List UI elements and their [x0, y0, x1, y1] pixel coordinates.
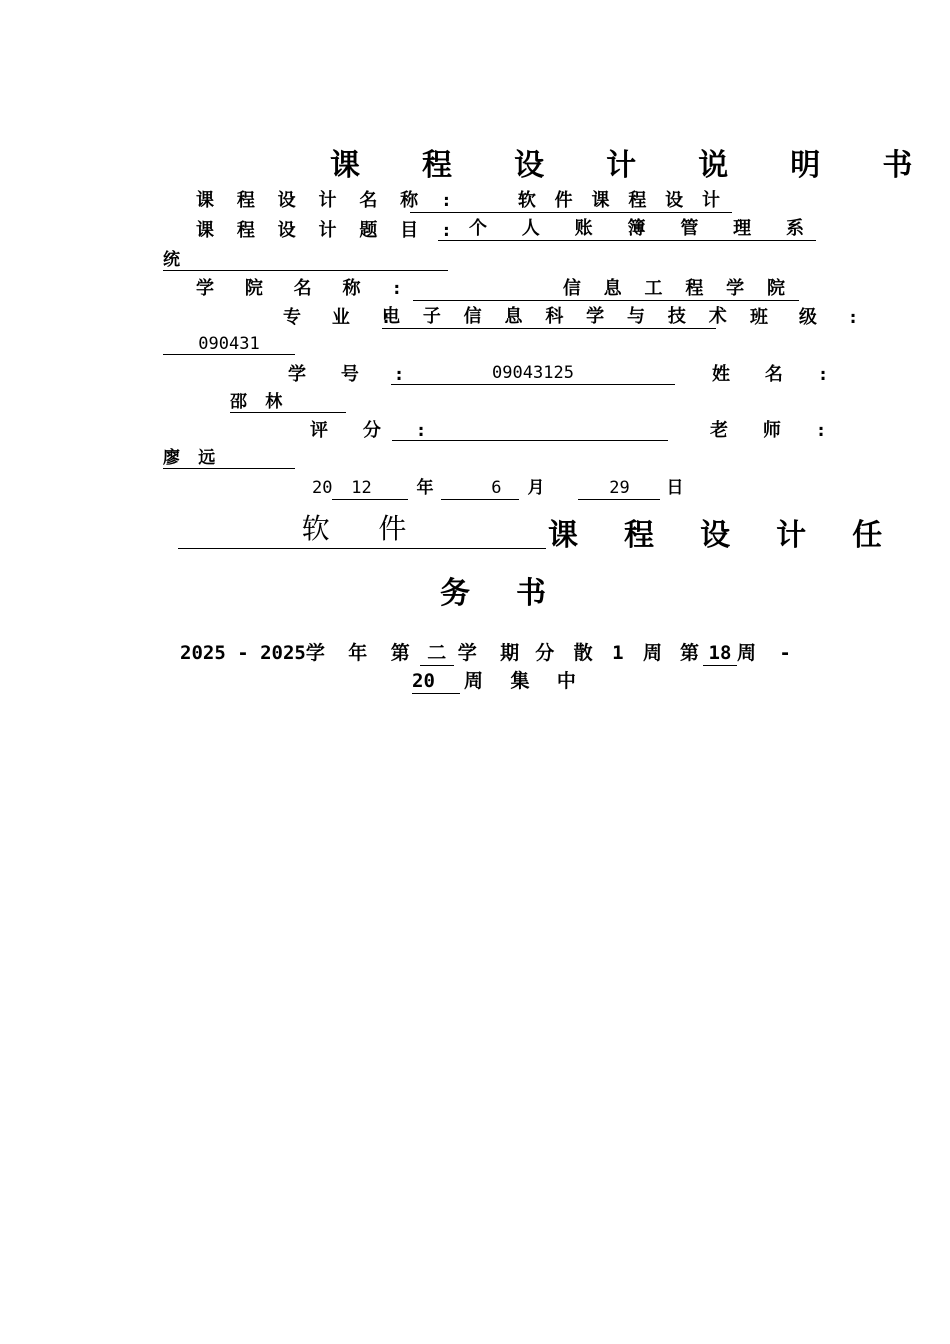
schedule-line2 [412, 669, 584, 694]
schedule-term: 二 [427, 642, 447, 664]
date-day-field [578, 477, 660, 500]
schedule-term-field [420, 641, 454, 666]
major-value: 电 子 信 息 科 学 与 技 术 [382, 306, 733, 327]
date-month: 6 [491, 478, 502, 498]
date-month-field [441, 477, 519, 500]
course-name-value: 软 件 课 程 设 计 [517, 190, 724, 211]
course-name-field [410, 190, 732, 213]
schedule-week-start: 18 [708, 642, 732, 664]
year-char: 年 [416, 478, 434, 498]
day-char: 日 [666, 478, 684, 498]
major-label: 专 业 : [283, 307, 402, 328]
month-char: 月 [527, 478, 545, 498]
topic-value-line2: 统 [163, 250, 184, 270]
major-field [382, 306, 733, 329]
schedule-years: 2025 - 2025 [180, 642, 306, 664]
date-line [312, 477, 683, 500]
teacher-value: 廖 远 [163, 448, 220, 468]
schedule-week-start-field [703, 641, 737, 666]
name-label: 姓 名 : [712, 364, 841, 385]
class-label: 班 级 : [750, 307, 869, 328]
teacher-field [163, 448, 295, 469]
date-day: 29 [609, 478, 630, 498]
schedule-year-term-label: 学 年 第 [305, 642, 416, 664]
schedule-week-label: 第 [679, 642, 699, 664]
name-field [230, 392, 346, 413]
task-title-line1: 课 程 设 计 任 [548, 518, 897, 553]
schedule-week-end: 20 [412, 670, 435, 692]
task-course-field [178, 510, 546, 549]
name-value: 邵 林 [230, 392, 287, 412]
date-year-field [332, 477, 408, 500]
student-id-field [391, 362, 675, 385]
score-label: 评 分 : [310, 420, 439, 441]
schedule-scattered: 分 散 1 周 [535, 642, 666, 664]
schedule-concentrated: 周 集 中 [464, 670, 584, 692]
college-field [413, 278, 799, 301]
score-field[interactable] [392, 420, 668, 441]
class-value: 090431 [198, 334, 260, 354]
date-year-prefix: 20 [312, 478, 333, 498]
college-label: 学 院 名 称 : [196, 278, 413, 299]
task-title-line2: 务 书 [440, 576, 561, 611]
schedule-term-label: 学 期 [457, 642, 526, 664]
schedule-line1 [180, 641, 797, 666]
college-value: 信 息 工 程 学 院 [562, 278, 791, 299]
topic-field [438, 218, 816, 241]
topic-value-line1: 个 人 账 簿 管 理 系 [468, 218, 816, 239]
document-title: 课 程 设 计 说 明 书 [330, 148, 935, 183]
student-id-label: 学 号 : [288, 364, 417, 385]
task-course: 软 件 [301, 512, 423, 545]
student-id-value: 09043125 [492, 363, 574, 383]
course-name-label: 课 程 设 计 名 称 : [196, 190, 458, 211]
date-year-suffix: 12 [351, 478, 372, 498]
class-field [163, 334, 295, 355]
schedule-week-end-field [412, 669, 460, 694]
teacher-label: 老 师 : [710, 420, 839, 441]
topic-field-continued [163, 250, 448, 271]
schedule-week-mid: 周 - [736, 642, 797, 664]
topic-label: 课 程 设 计 题 目 : [196, 220, 458, 241]
